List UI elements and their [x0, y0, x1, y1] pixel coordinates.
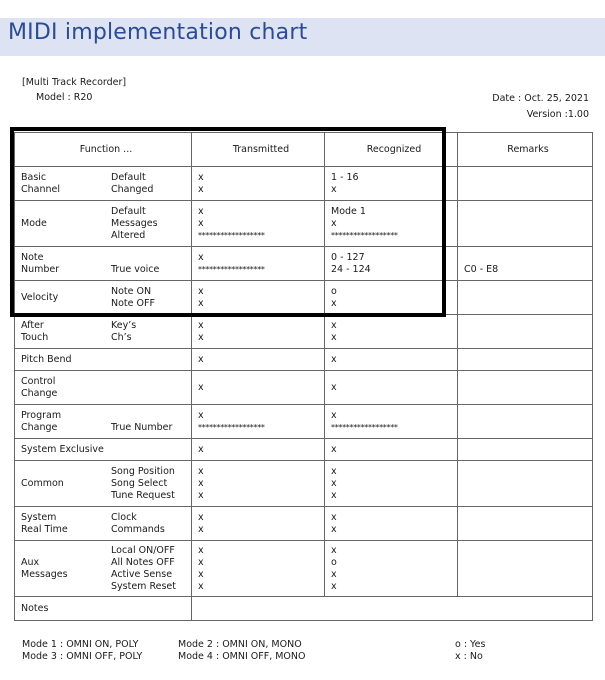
- row-label: Number: [21, 263, 60, 275]
- row-velocity: [15, 281, 593, 315]
- footer-mode3: Mode 3 : OMNI OFF, POLY: [22, 651, 143, 662]
- function-cell: [15, 507, 192, 541]
- recognized-cell: x x: [325, 507, 458, 541]
- row-sublabel: Note ON: [111, 285, 152, 297]
- row-basic-channel: [15, 167, 593, 201]
- remarks-cell: [458, 201, 593, 247]
- notes-cell: [192, 597, 593, 621]
- row-notes: [15, 597, 593, 621]
- transmitted-cell: x: [192, 439, 325, 461]
- row-sublabel: Commands: [111, 523, 165, 535]
- recognized-cell: 1 - 16 x: [325, 167, 458, 201]
- date-label: Date : Oct. 25, 2021: [492, 93, 589, 104]
- function-cell: [15, 541, 192, 597]
- header-transmitted: Transmitted: [192, 133, 325, 167]
- row-label: After: [21, 319, 44, 331]
- remarks-cell: [458, 349, 593, 371]
- row-sublabel: Song Position: [111, 465, 175, 477]
- row-label: Mode: [21, 217, 47, 229]
- transmitted-cell: x x x x: [192, 541, 325, 597]
- footer-mode2: Mode 2 : OMNI ON, MONO: [178, 639, 302, 650]
- row-label: Basic: [21, 171, 47, 183]
- row-label: Aux: [21, 556, 40, 568]
- transmitted-cell: x x: [192, 507, 325, 541]
- row-after-touch: [15, 315, 593, 349]
- row-system-exclusive: [15, 439, 593, 461]
- row-sublabel: Active Sense: [111, 568, 173, 580]
- transmitted-cell: x x x: [192, 461, 325, 507]
- header-recognized: Recognized: [325, 133, 458, 167]
- row-control-change: [15, 371, 593, 405]
- model-label: Model : R20: [36, 92, 93, 103]
- function-cell: [15, 167, 192, 201]
- product-label: [Multi Track Recorder]: [22, 77, 127, 88]
- function-cell: System Exclusive: [15, 439, 192, 461]
- row-pitch-bend: [15, 349, 593, 371]
- row-sublabel: Default: [111, 171, 146, 183]
- function-cell: [15, 405, 192, 439]
- row-sublabel: True Number: [111, 421, 173, 433]
- remarks-cell: [458, 371, 593, 405]
- recognized-cell: x: [325, 371, 458, 405]
- footer-mode1: Mode 1 : OMNI ON, POLY: [22, 639, 139, 650]
- row-sublabel: System Reset: [111, 580, 176, 592]
- row-sublabel: Default: [111, 205, 146, 217]
- recognized-cell: x x: [325, 315, 458, 349]
- row-sublabel: Song Select: [111, 477, 168, 489]
- midi-table: [14, 132, 593, 621]
- row-label: Note: [21, 251, 44, 263]
- transmitted-cell: x: [192, 349, 325, 371]
- footer-yes: o : Yes: [455, 639, 486, 650]
- row-sublabel: All Notes OFF: [111, 556, 175, 568]
- recognized-cell: x o x x: [325, 541, 458, 597]
- function-cell: [15, 247, 192, 281]
- row-sublabel: Altered: [111, 229, 146, 241]
- row-program-change: [15, 405, 593, 439]
- remarks-cell: [458, 541, 593, 597]
- header-row: [15, 133, 593, 167]
- row-aux-messages: [15, 541, 593, 597]
- recognized-cell: o x: [325, 281, 458, 315]
- row-label: Velocity: [21, 292, 59, 303]
- transmitted-cell: x x ******************: [192, 201, 325, 247]
- row-label: Common: [21, 477, 64, 489]
- page-title: MIDI implementation chart: [8, 20, 308, 45]
- row-label: Change: [21, 421, 58, 433]
- recognized-cell: x x x: [325, 461, 458, 507]
- version-label: Version :1.00: [526, 109, 589, 120]
- recognized-cell: x: [325, 439, 458, 461]
- transmitted-cell: x x: [192, 167, 325, 201]
- row-label: Program: [21, 409, 62, 421]
- function-cell: [15, 461, 192, 507]
- function-cell: Pitch Bend: [15, 349, 192, 371]
- recognized-cell: x ******************: [325, 405, 458, 439]
- transmitted-cell: x x: [192, 281, 325, 315]
- transmitted-cell: x x: [192, 315, 325, 349]
- function-cell: [15, 315, 192, 349]
- title-bar: [0, 18, 605, 56]
- row-label: Messages: [21, 568, 68, 580]
- remarks-cell: [458, 315, 593, 349]
- row-sublabel: Ch’s: [111, 331, 132, 343]
- row-sublabel: Clock: [111, 511, 137, 523]
- row-note-number: [15, 247, 593, 281]
- function-cell: [15, 281, 192, 315]
- header-remarks: Remarks: [458, 133, 593, 167]
- function-cell: Control Change: [15, 371, 192, 405]
- row-sublabel: Key’s: [111, 319, 137, 331]
- row-common: [15, 461, 593, 507]
- transmitted-cell: x: [192, 371, 325, 405]
- remarks-cell: C0 - E8: [458, 247, 593, 281]
- row-system-real-time: [15, 507, 593, 541]
- function-cell: Notes: [15, 597, 192, 621]
- remarks-cell: [458, 461, 593, 507]
- row-label: Channel: [21, 183, 61, 195]
- remarks-cell: [458, 281, 593, 315]
- remarks-cell: [458, 167, 593, 201]
- row-label: Touch: [21, 331, 49, 343]
- remarks-cell: [458, 439, 593, 461]
- row-sublabel: Note OFF: [111, 297, 155, 309]
- row-sublabel: True voice: [111, 263, 160, 275]
- transmitted-cell: x ******************: [192, 247, 325, 281]
- row-sublabel: Changed: [111, 183, 154, 195]
- row-label: System: [21, 511, 57, 523]
- row-mode: [15, 201, 593, 247]
- row-sublabel: Local ON/OFF: [111, 544, 175, 556]
- remarks-cell: [458, 507, 593, 541]
- row-sublabel: Messages: [111, 217, 158, 229]
- row-sublabel: Tune Request: [111, 489, 175, 501]
- remarks-cell: [458, 405, 593, 439]
- header-function: Function ...: [15, 133, 192, 167]
- recognized-cell: Mode 1 x ******************: [325, 201, 458, 247]
- footer-no: x : No: [455, 651, 483, 662]
- recognized-cell: 0 - 127 24 - 124: [325, 247, 458, 281]
- footer-mode4: Mode 4 : OMNI OFF, MONO: [178, 651, 306, 662]
- function-cell: [15, 201, 192, 247]
- row-label: Real Time: [21, 523, 68, 535]
- recognized-cell: x: [325, 349, 458, 371]
- transmitted-cell: x ******************: [192, 405, 325, 439]
